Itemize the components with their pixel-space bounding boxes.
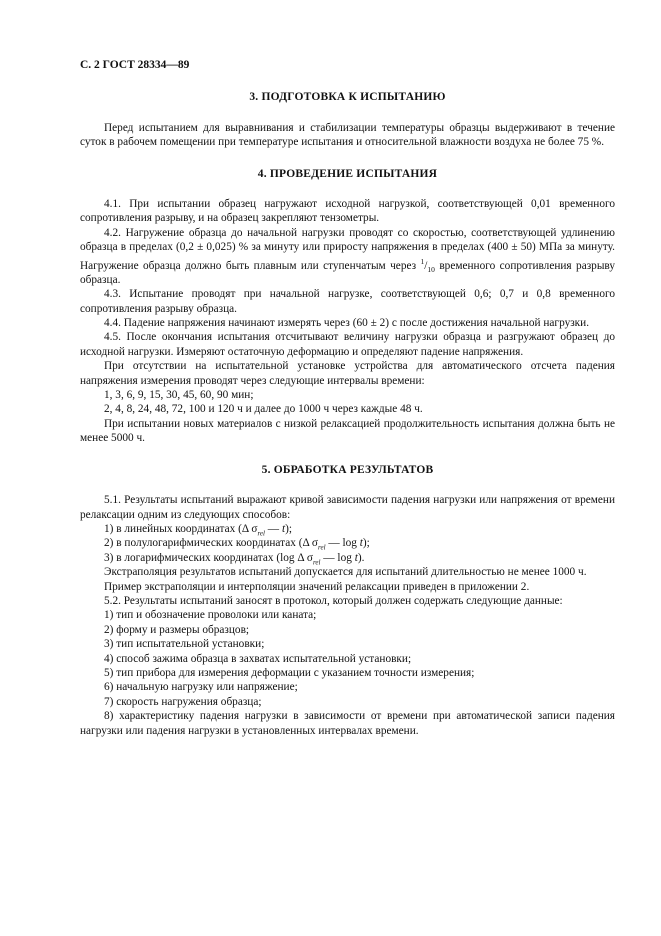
example-note: Пример экстраполяции и интерполяции значений релаксации приведен в приложении 2. bbox=[104, 580, 530, 593]
interval-hours: 2, 4, 8, 24, 48, 72, 100 и 120 ч и далее до 1000 ч через каждые 48 ч. bbox=[104, 403, 423, 416]
fraction-denominator: 10 bbox=[427, 264, 435, 274]
method-linear-text: 1) в линейных координатах (Δ σ bbox=[104, 522, 258, 535]
section-4-title: 4. ПРОВЕДЕНИЕ ИСПЫТАНИЯ bbox=[257, 167, 438, 180]
clause-5-1: 5.1. Результаты испытаний выражают кривой зависимости падения нагрузки или напряжения от времени релаксации одним из следующих способов: bbox=[80, 494, 615, 521]
clause-5-2: 5.2. Результаты испытаний заносят в протокол, который должен содержать следующие данные: bbox=[104, 594, 563, 607]
clause-4-2-text-end: временного сопротивления разрыву образца. bbox=[80, 259, 616, 286]
clause-4-2-text-start: 4.2. Нагружение образца до начальной нагрузки проводят со скоростью, соответствующей удлинению образца в пределах (0,2 ± 0,025) % за минуту или приросту напряжения в пределах (400 ± 50) МПа за минуту. Нагружение образца должно быть плавным или ступенчатым через bbox=[80, 226, 615, 272]
section-3-paragraph: Перед испытанием для выравнивания и стабилизации температуры образцы выдерживают в течение суток в рабочем помещении при температуре испытания и относительной влажности воздуха не более 75 %. bbox=[80, 121, 615, 149]
section-3-title: 3. ПОДГОТОВКА К ИСПЫТАНИЮ bbox=[249, 91, 446, 104]
time-variable: t bbox=[359, 537, 363, 550]
interval-minutes: 1, 3, 6, 9, 15, 30, 45, 60, 90 мин; bbox=[104, 389, 254, 402]
section-5-title: 5. ОБРАБОТКА РЕЗУЛЬТАТОВ bbox=[261, 463, 434, 476]
clause-4-4: 4.4. Падение напряжения начинают измерять через (60 ± 2) с после достижения начальной нагрузки. bbox=[104, 317, 590, 330]
rel-subscript: rel bbox=[312, 557, 321, 566]
clause-4-1: 4.1. При испытании образец нагружают исходной нагрузкой, соответствующей 0,01 временного сопротивления разрыву, и на образец закрепляют тензометры. bbox=[80, 198, 615, 225]
page-header: С. 2 ГОСТ 28334—89 bbox=[80, 59, 190, 71]
clause-4-5: 4.5. После окончания испытания отсчитывают величину нагрузки образца и разгружают образец до исходной нагрузки. Измеряют остаточную деформацию и определяют падение напряжения. bbox=[80, 331, 615, 358]
low-relaxation-note: При испытании новых материалов с низкой релаксацией продолжительность испытания должна быть не менее 5000 ч. bbox=[80, 417, 615, 445]
list-item: 4) способ зажима образца в захватах испытательной установки; bbox=[104, 652, 412, 665]
list-item: 3) тип испытательной установки; bbox=[104, 638, 265, 651]
method-semilog-log: — log bbox=[325, 537, 360, 550]
list-item: 5) тип прибора для измерения деформации с указанием точности измерения; bbox=[104, 666, 475, 679]
method-linear-end: ); bbox=[285, 522, 292, 535]
method-log-log: — log bbox=[320, 551, 355, 564]
list-item: 2) форму и размеры образцов; bbox=[104, 623, 250, 636]
document-page bbox=[80, 58, 615, 738]
method-linear-dash: — bbox=[264, 522, 282, 535]
method-log-end: ). bbox=[357, 551, 365, 564]
extrapolation-note: Экстраполяция результатов испытаний допускается для испытаний длительностью не менее 1000 ч. bbox=[104, 566, 587, 579]
time-variable: t bbox=[354, 551, 358, 564]
fraction-numerator: 1 bbox=[420, 256, 425, 266]
method-log-text: 3) в логарифмических координатах (log Δ σ bbox=[104, 551, 313, 564]
method-semilog bbox=[80, 536, 615, 550]
method-semilog-text: 2) в полулогарифмических координатах (Δ σ bbox=[104, 537, 319, 550]
rel-subscript: rel bbox=[318, 543, 326, 552]
method-semilog-end: ); bbox=[362, 537, 370, 550]
list-item: 8) характеристику падения нагрузки в зависимости от времени при автоматической записи падения нагрузки или падения нагрузки в установленных интервалах времени. bbox=[80, 710, 615, 737]
clause-4-3: 4.3. Испытание проводят при начальной нагрузке, соответствующей 0,6; 0,7 и 0,8 временного сопротивления разрыву образца. bbox=[80, 288, 615, 315]
list-item: 7) скорость нагружения образца; bbox=[104, 695, 262, 708]
method-linear bbox=[80, 522, 615, 536]
fraction-slash: / bbox=[424, 259, 428, 272]
clause-4-2 bbox=[80, 226, 615, 287]
rel-subscript: rel bbox=[257, 529, 265, 538]
interval-intro: При отсутствии на испытательной установке устройства для автоматического отсчета падения напряжения измерения проводят через следующие интервалы времени: bbox=[80, 360, 615, 387]
time-variable: t bbox=[281, 522, 286, 535]
method-log bbox=[80, 551, 615, 565]
list-item: 6) начальную нагрузку или напряжение; bbox=[104, 681, 298, 694]
list-item: 1) тип и обозначение проволоки или каната; bbox=[104, 609, 317, 622]
